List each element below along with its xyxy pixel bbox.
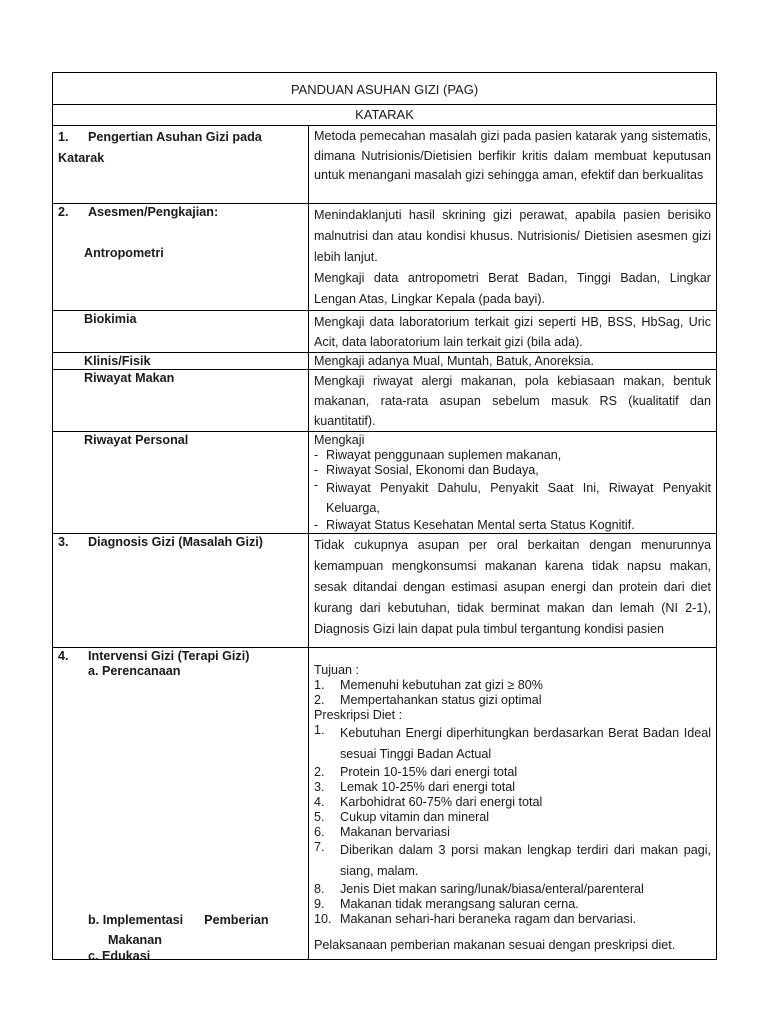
- list-item: 10. Makanan sehari-hari beraneka ragam dan bervariasi.: [314, 912, 637, 926]
- riwayat-makan-text: Mengkaji riwayat alergi makanan, pola kebiasaan makan, bentuk makanan, rata-rata asupan sebelum masuk RS (kualitatif dan kuantitatif).: [309, 370, 717, 432]
- section-1-text: Metoda pemecahan masalah gizi pada pasien katarak yang sistematis, dimana Nutrisionis/Dietisien berfikir kritis dalam membuat keputusan untuk menangani masalah gizi sehingga aman, efektif dan berkualitas: [309, 126, 717, 204]
- section-2-row: [53, 204, 717, 311]
- section-4-number: 4.: [58, 649, 69, 663]
- section-2-text-cell: [309, 204, 717, 311]
- edukasi-label: c. Edukasi: [88, 949, 151, 963]
- section-4-text-cell: [309, 648, 717, 960]
- doc-title: PANDUAN ASUHAN GIZI (PAG): [53, 73, 717, 105]
- section-3-label-cell: [53, 534, 309, 648]
- list-item: 5. Cukup vitamin dan mineral: [314, 810, 490, 824]
- klinis-label: Klinis/Fisik: [84, 354, 151, 368]
- section-2-number: 2.: [58, 205, 69, 219]
- list-item: 1. Kebutuhan Energi diperhitungkan berdasarkan Berat Badan Ideal sesuai Tinggi Badan Actual: [314, 723, 712, 761]
- riwayat-personal-label-cell: [53, 432, 309, 534]
- section-4-label-cell: [53, 648, 309, 963]
- list-item: - Riwayat Sosial, Ekonomi dan Budaya,: [314, 463, 539, 477]
- riwayat-makan-label-cell: [53, 370, 309, 432]
- document-page: [52, 72, 716, 963]
- list-item: 9. Makanan tidak merangsang saluran cerna.: [314, 897, 579, 911]
- section-3-number: 3.: [58, 535, 69, 549]
- list-item: 6. Makanan bervariasi: [314, 825, 450, 839]
- riwayat-personal-cell: [309, 432, 717, 534]
- list-item: 1. Memenuhi kebutuhan zat gizi ≥ 80%: [314, 678, 543, 692]
- title-row: [53, 73, 717, 105]
- list-item: 2. Mempertahankan status gizi optimal: [314, 693, 542, 707]
- list-item: 4. Karbohidrat 60-75% dari energi total: [314, 795, 543, 809]
- klinis-label-cell: [53, 353, 309, 370]
- implementasi-label: b. Implementasi Pemberian Makanan c. Edukasi: [88, 910, 303, 962]
- tujuan-heading: Tujuan :: [314, 663, 360, 677]
- antropometri-text: Mengkaji data antropometri Berat Badan, Tinggi Badan, Lingkar Lengan Atas, Lingkar Kepala (pada bayi).: [314, 271, 712, 306]
- section-3-label: Diagnosis Gizi (Masalah Gizi): [88, 535, 263, 549]
- asesmen-text: Menindaklanjuti hasil skrining gizi perawat, apabila pasien berisiko malnutrisi dan atau kondisi khusus. Nutrisionis/ Dietisien asesmen gizi lebih lanjut.: [314, 208, 712, 264]
- list-item: - Riwayat penggunaan suplemen makanan,: [314, 448, 562, 462]
- section-4-label: Intervensi Gizi (Terapi Gizi): [88, 649, 250, 663]
- section-3-text: Tidak cukupnya asupan per oral berkaitan dengan menurunnya kemampuan mengkonsumsi makanan karena tidak napsu makan, sesak ditandai dengan estimasi asupan energi dan protein dari diet kurang dari kebutuhan, tidak berminat makan dan lemah (NI 2-1), Diagnosis Gizi lain dapat pula timbul tergantung kondisi pasien: [309, 534, 717, 648]
- subtitle-row: [53, 105, 717, 126]
- biokimia-label: Biokimia: [84, 312, 137, 326]
- section-1-label-cell: [53, 126, 309, 204]
- section-2-label: Asesmen/Pengkajian:: [88, 205, 219, 219]
- klinis-text: Mengkaji adanya Mual, Muntah, Batuk, Anoreksia.: [309, 353, 717, 370]
- section-1-label: Pengertian Asuhan Gizi pada Katarak: [58, 130, 262, 165]
- antropometri-label: Antropometri: [84, 246, 164, 260]
- list-item: 8. Jenis Diet makan saring/lunak/biasa/enteral/parenteral: [314, 882, 644, 896]
- riwayat-makan-label: Riwayat Makan: [84, 371, 175, 385]
- riwayat-personal-row: [53, 432, 717, 534]
- klinis-row: [53, 353, 717, 370]
- riwayat-makan-row: [53, 370, 717, 432]
- biokimia-label-cell: [53, 311, 309, 353]
- doc-subtitle: KATARAK: [53, 105, 717, 126]
- riwayat-personal-intro: Mengkaji: [314, 433, 365, 447]
- section-4-row: [53, 648, 717, 960]
- list-item: - Riwayat Status Kesehatan Mental serta Status Kognitif.: [314, 518, 635, 532]
- section-1-row: [53, 126, 717, 204]
- list-item: 3. Lemak 10-25% dari energi total: [314, 780, 516, 794]
- section-3-row: [53, 534, 717, 648]
- section-1-number: 1.: [58, 130, 69, 144]
- implementasi-text: Pelaksanaan pemberian makanan sesuai dengan preskripsi diet.: [314, 938, 676, 952]
- biokimia-row: [53, 311, 717, 353]
- preskripsi-heading: Preskripsi Diet :: [314, 708, 403, 722]
- list-item: 7. Diberikan dalam 3 porsi makan lengkap terdiri dari makan pagi, siang, malam.: [314, 840, 712, 878]
- list-item: - Riwayat Penyakit Dahulu, Penyakit Saat Ini, Riwayat Penyakit Keluarga,: [314, 478, 712, 515]
- perencanaan-label: a. Perencanaan: [88, 664, 181, 678]
- pag-table: [52, 72, 717, 963]
- biokimia-text: Mengkaji data laboratorium terkait gizi seperti HB, BSS, HbSag, Uric Acit, data laboratorium lain terkait gizi (bila ada).: [309, 311, 717, 353]
- section-2-label-cell: [53, 204, 309, 311]
- list-item: 2. Protein 10-15% dari energi total: [314, 765, 518, 779]
- riwayat-personal-label: Riwayat Personal: [84, 433, 189, 447]
